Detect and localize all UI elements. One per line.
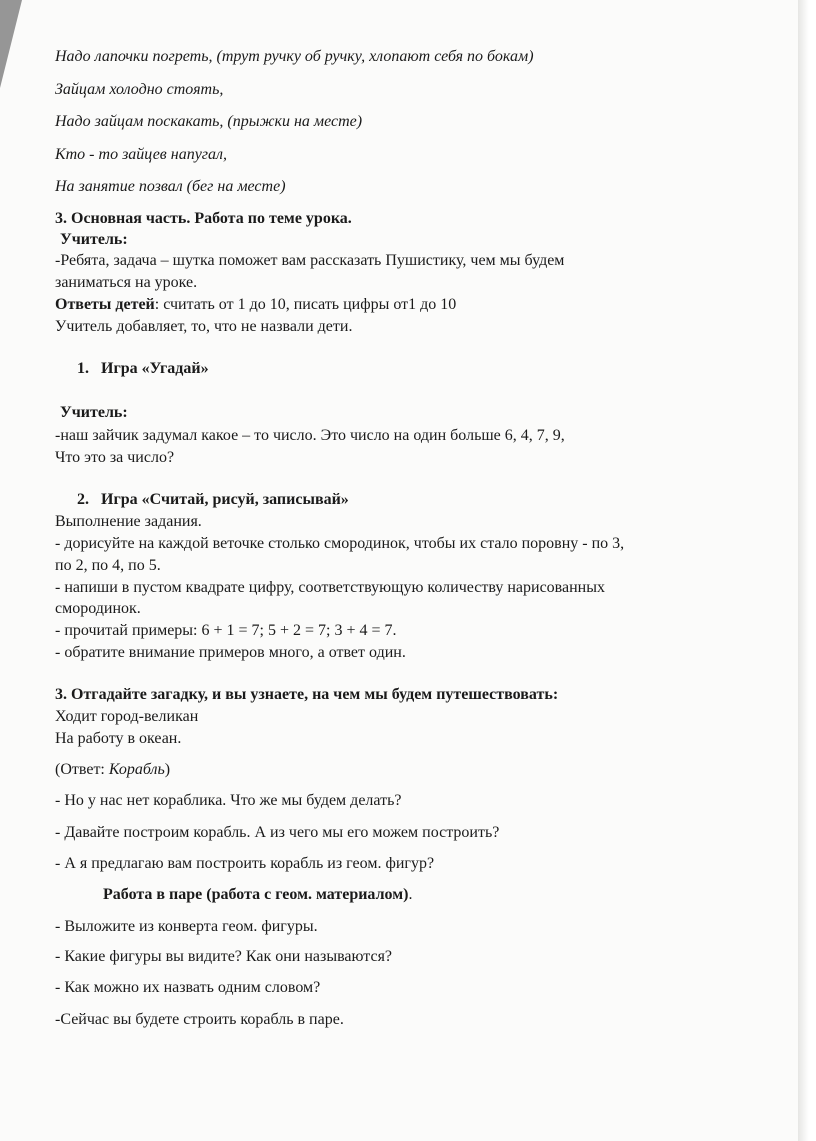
poem-line: Надо лапочки погреть, (трут ручку об ручку, хлопают себя по бокам): [55, 48, 534, 65]
question-line: - А я предлагаю вам построить корабль из геом. фигур?: [55, 855, 435, 872]
poem-line: Зайцам холодно стоять,: [55, 81, 224, 98]
riddle-line: На работу в океан.: [55, 730, 182, 747]
answer-suffix: ): [164, 761, 171, 778]
game1-heading: [77, 359, 209, 379]
paragraph-line: -наш зайчик задумал какое – то число. Это число на один больше 6, 4, 7, 9,: [55, 427, 565, 444]
paragraph-line: по 2, по 4, по 5.: [55, 557, 161, 574]
question-line: - Давайте построим корабль. А из чего мы его можем построить?: [55, 824, 500, 841]
paragraph-line: - напиши в пустом квадрате цифру, соответствующую количеству нарисованных: [55, 579, 605, 596]
teacher-label: Учитель:: [60, 231, 128, 248]
list-number: 1.: [77, 360, 89, 377]
paragraph-line: Учитель добавляет, то, что не назвали дети.: [55, 318, 353, 335]
question-line: -Сейчас вы будете строить корабль в паре.: [55, 1011, 344, 1028]
page-edge: [798, 0, 816, 1141]
poem-line: На занятие позвал (бег на месте): [55, 178, 286, 195]
answers-line: [55, 295, 456, 315]
question-line: - Как можно их назвать одним словом?: [55, 979, 321, 996]
game2-title: Игра «Считай, рисуй, записывай»: [101, 491, 349, 508]
riddle-line: Ходит город-великан: [55, 708, 199, 725]
question-line: - Выложите из конверта геом. фигуры.: [55, 918, 318, 935]
page-corner-fold: [0, 0, 22, 88]
question-line: - Но у нас нет кораблика. Что же мы будем делать?: [55, 792, 402, 809]
riddle-answer: [55, 760, 170, 780]
paragraph-line: - обратите внимание примеров много, а ответ один.: [55, 644, 406, 661]
teacher-label: Учитель:: [60, 404, 128, 421]
answers-text: : считать от 1 до 10, писать цифры от1 до 10: [154, 296, 457, 313]
paragraph-line: Что это за число?: [55, 449, 175, 466]
answer-prefix: (Ответ:: [55, 761, 109, 778]
paragraph-line: заниматься на уроке.: [55, 274, 198, 291]
game1-title: Игра «Угадай»: [101, 360, 209, 377]
riddle-heading: 3. Отгадайте загадку, и вы узнаете, на чем мы будем путешествовать:: [55, 686, 559, 703]
paragraph-line: - прочитай примеры: 6 + 1 = 7; 5 + 2 = 7; 3 + 4 = 7.: [55, 622, 397, 639]
answers-label: Ответы детей: [55, 296, 155, 313]
pair-work-title: Работа в паре (работа с геом. материалом): [103, 886, 409, 903]
pair-work-period: .: [408, 886, 413, 903]
game2-heading: [77, 490, 349, 510]
answer-word: Корабль: [108, 761, 165, 778]
paragraph-line: - дорисуйте на каждой веточке столько смородинок, чтобы их стало поровну - по 3,: [55, 535, 625, 552]
paragraph-line: Выполнение задания.: [55, 513, 202, 530]
question-line: - Какие фигуры вы видите? Как они называются?: [55, 948, 393, 965]
list-number: 2.: [77, 491, 89, 508]
paragraph-line: -Ребята, задача – шутка поможет вам рассказать Пушистику, чем мы будем: [55, 252, 565, 269]
pair-work-heading: [103, 885, 412, 905]
poem-line: Надо зайцам поскакать, (прыжки на месте): [55, 113, 363, 130]
section-heading: 3. Основная часть. Работа по теме урока.: [55, 210, 352, 227]
poem-line: Кто - то зайцев напугал,: [55, 146, 228, 163]
paragraph-line: смородинок.: [55, 600, 141, 617]
